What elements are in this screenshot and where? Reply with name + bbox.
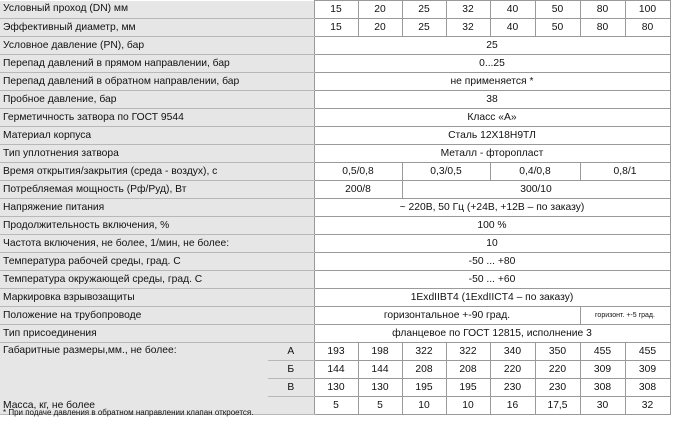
dim-letter: В bbox=[268, 379, 314, 397]
row-label: Материал корпуса bbox=[0, 127, 314, 145]
cell: 10 bbox=[402, 397, 446, 415]
cell: 5 bbox=[314, 397, 358, 415]
row-frequency bbox=[0, 235, 670, 253]
cell: 32 bbox=[625, 397, 670, 415]
cell: 25 bbox=[402, 1, 446, 19]
row-label: Пробное давление, бар bbox=[0, 91, 314, 109]
cell: 300/10 bbox=[402, 181, 670, 199]
cell: 198 bbox=[358, 343, 402, 361]
cell: 195 bbox=[402, 379, 446, 397]
cell: 193 bbox=[314, 343, 358, 361]
cell: 5 bbox=[358, 397, 402, 415]
row-eff-diameter bbox=[0, 19, 670, 37]
row-time bbox=[0, 163, 670, 181]
row-label: Условное давление (PN), бар bbox=[0, 37, 314, 55]
row-position bbox=[0, 307, 670, 325]
row-label: Температура окружающей среды, град. С bbox=[0, 271, 314, 289]
cell: 25 bbox=[314, 37, 670, 55]
row-connection bbox=[0, 325, 670, 343]
cell: 15 bbox=[314, 19, 358, 37]
row-label: Напряжение питания bbox=[0, 199, 314, 217]
cell: 32 bbox=[446, 1, 490, 19]
cell: 130 bbox=[314, 379, 358, 397]
cell: 32 bbox=[446, 19, 490, 37]
row-label: Масса, кг, не более bbox=[0, 397, 314, 415]
cell: 15 bbox=[314, 1, 358, 19]
row-t-ambient bbox=[0, 271, 670, 289]
cell: 208 bbox=[446, 361, 490, 379]
cell: 100 % bbox=[314, 217, 670, 235]
cell: 322 bbox=[446, 343, 490, 361]
cell: 20 bbox=[358, 19, 402, 37]
row-label: Температура рабочей среды, град. С bbox=[0, 253, 314, 271]
row-duty bbox=[0, 217, 670, 235]
cell: 0,4/0,8 bbox=[490, 163, 580, 181]
cell: 130 bbox=[358, 379, 402, 397]
cell: 144 bbox=[314, 361, 358, 379]
row-ex-marking bbox=[0, 289, 670, 307]
cell: -50 ... +80 bbox=[314, 253, 670, 271]
cell: Класс «А» bbox=[314, 109, 670, 127]
cell: 144 bbox=[358, 361, 402, 379]
cell: 40 bbox=[490, 19, 535, 37]
cell: 455 bbox=[625, 343, 670, 361]
cell: 322 bbox=[402, 343, 446, 361]
cell: 340 bbox=[490, 343, 535, 361]
cell: 30 bbox=[580, 397, 625, 415]
cell: 25 bbox=[402, 19, 446, 37]
cell: 100 bbox=[625, 1, 670, 19]
row-label: Тип уплотнения затвора bbox=[0, 145, 314, 163]
row-label: Положение на трубопроводе bbox=[0, 307, 314, 325]
row-label: Перепад давлений в обратном направлении, бар bbox=[0, 73, 314, 91]
row-label: Тип присоединения bbox=[0, 325, 314, 343]
dim-letter: А bbox=[268, 343, 314, 361]
cell: не применяется * bbox=[314, 73, 670, 91]
cell: 1ExdIIBT4 (1ExdIICT4 – по заказу) bbox=[314, 289, 670, 307]
row-label: Маркировка взрывозащиты bbox=[0, 289, 314, 307]
row-label: Перепад давлений в прямом направлении, бар bbox=[0, 55, 314, 73]
row-dn bbox=[0, 1, 670, 19]
cell: 220 bbox=[535, 361, 580, 379]
cell: 0,8/1 bbox=[580, 163, 670, 181]
cell: 17,5 bbox=[535, 397, 580, 415]
cell: 208 bbox=[402, 361, 446, 379]
cell: Сталь 12Х18Н9ТЛ bbox=[314, 127, 670, 145]
cell: 230 bbox=[490, 379, 535, 397]
cell: фланцевое по ГОСТ 12815, исполнение 3 bbox=[314, 325, 670, 343]
cell: 40 bbox=[490, 1, 535, 19]
row-t-work bbox=[0, 253, 670, 271]
row-tightness bbox=[0, 109, 670, 127]
row-voltage bbox=[0, 199, 670, 217]
cell: 80 bbox=[580, 19, 625, 37]
row-label: Герметичность затвора по ГОСТ 9544 bbox=[0, 109, 314, 127]
cell: 50 bbox=[535, 19, 580, 37]
cell: 309 bbox=[580, 361, 625, 379]
cell: 0,5/0,8 bbox=[314, 163, 402, 181]
row-material bbox=[0, 127, 670, 145]
row-dp-forward bbox=[0, 55, 670, 73]
cell: 10 bbox=[314, 235, 670, 253]
cell: 200/8 bbox=[314, 181, 402, 199]
cell: 230 bbox=[535, 379, 580, 397]
row-label: Продолжительность включения, % bbox=[0, 217, 314, 235]
cell: 455 bbox=[580, 343, 625, 361]
row-power bbox=[0, 181, 670, 199]
cell: 80 bbox=[580, 1, 625, 19]
cell: 38 bbox=[314, 91, 670, 109]
cell: 50 bbox=[535, 1, 580, 19]
cell: Металл - фторопласт bbox=[314, 145, 670, 163]
cell: 309 bbox=[625, 361, 670, 379]
row-dp-reverse bbox=[0, 73, 670, 91]
cell: горизонтальное +-90 град. bbox=[314, 307, 580, 325]
cell: ~ 220В, 50 Гц (+24В, +12В – по заказу) bbox=[314, 199, 670, 217]
row-label: Габаритные размеры,мм., не более: bbox=[0, 343, 268, 397]
cell: -50 ... +60 bbox=[314, 271, 670, 289]
cell: 0,3/0,5 bbox=[402, 163, 490, 181]
cell: горизонт. +-5 град. bbox=[580, 307, 670, 325]
cell: 308 bbox=[580, 379, 625, 397]
row-seal bbox=[0, 145, 670, 163]
row-label: Эффективный диаметр, мм bbox=[0, 19, 314, 37]
cell: 10 bbox=[446, 397, 490, 415]
cell: 350 bbox=[535, 343, 580, 361]
cell: 80 bbox=[625, 19, 670, 37]
row-pn bbox=[0, 37, 670, 55]
row-test-pressure bbox=[0, 91, 670, 109]
cell: 0...25 bbox=[314, 55, 670, 73]
cell: 195 bbox=[446, 379, 490, 397]
row-label: Время открытия/закрытия (среда - воздух), с bbox=[0, 163, 314, 181]
cell: 220 bbox=[490, 361, 535, 379]
row-label: Условный проход (DN) мм bbox=[0, 1, 314, 19]
cell: 16 bbox=[490, 397, 535, 415]
row-label: Потребляемая мощность (Рф/Руд), Вт bbox=[0, 181, 314, 199]
cell: 308 bbox=[625, 379, 670, 397]
row-dims-a bbox=[0, 343, 670, 361]
row-label: Частота включения, не более, 1/мин, не более: bbox=[0, 235, 314, 253]
cell: 20 bbox=[358, 1, 402, 19]
footnote: * При подаче давления в обратном направлении клапан откроется. bbox=[3, 408, 254, 417]
dim-letter: Б bbox=[268, 361, 314, 379]
